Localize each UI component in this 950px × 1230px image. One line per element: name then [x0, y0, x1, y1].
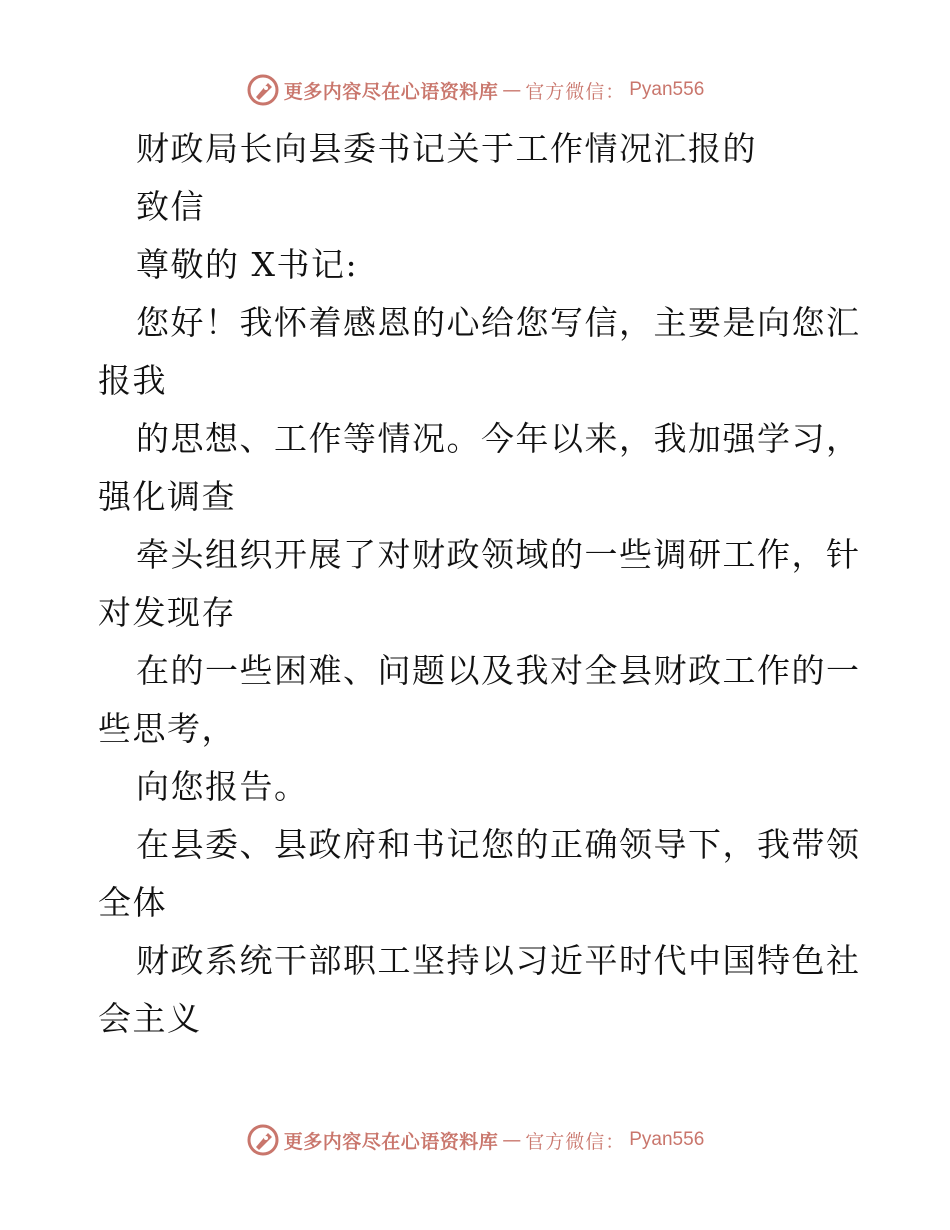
body-line: 强化调查: [98, 477, 236, 516]
title-line-1: 财政局长向县委书记关于工作情况汇报的: [136, 129, 757, 168]
pen-logo-icon: [246, 1123, 280, 1157]
footer-banner-content: [246, 1123, 705, 1157]
title-line-2: 致信: [136, 187, 205, 226]
banner-dash: —: [502, 1129, 522, 1151]
pen-logo-icon: [246, 73, 280, 107]
wechat-label: 官方微信：: [525, 1130, 626, 1153]
body-line: 财政系统干部职工坚持以习近平时代中国特色社: [136, 941, 861, 980]
body-line: 牵头组织开展了对财政领域的一些调研工作，针: [136, 535, 861, 574]
body-line: 些思考，: [98, 709, 236, 748]
header-banner: [0, 70, 950, 110]
body-line: 向您报告。: [136, 767, 309, 806]
promo-text: 更多内容尽在心语资料库: [283, 80, 499, 103]
body-line: 全体: [98, 883, 167, 922]
document-body: [98, 120, 861, 1048]
wechat-id: Pyan556: [629, 79, 705, 100]
promo-text: 更多内容尽在心语资料库: [283, 1130, 499, 1153]
body-line: 对发现存: [98, 593, 236, 632]
body-line: 在的一些困难、问题以及我对全县财政工作的一: [136, 651, 861, 690]
body-line: 会主义: [98, 999, 202, 1038]
footer-banner: [0, 1120, 950, 1160]
body-line: 的思想、工作等情况。今年以来，我加强学习，: [136, 419, 861, 458]
banner-dash: —: [502, 79, 522, 101]
body-line: 在县委、县政府和书记您的正确领导下，我带领: [136, 825, 861, 864]
header-banner-content: [246, 73, 705, 107]
wechat-id: Pyan556: [629, 1129, 705, 1150]
body-line: 报我: [98, 361, 167, 400]
body-line: 您好！我怀着感恩的心给您写信，主要是向您汇: [136, 303, 861, 342]
wechat-label: 官方微信：: [525, 80, 626, 103]
salutation: 尊敬的 X书记:: [136, 245, 359, 284]
